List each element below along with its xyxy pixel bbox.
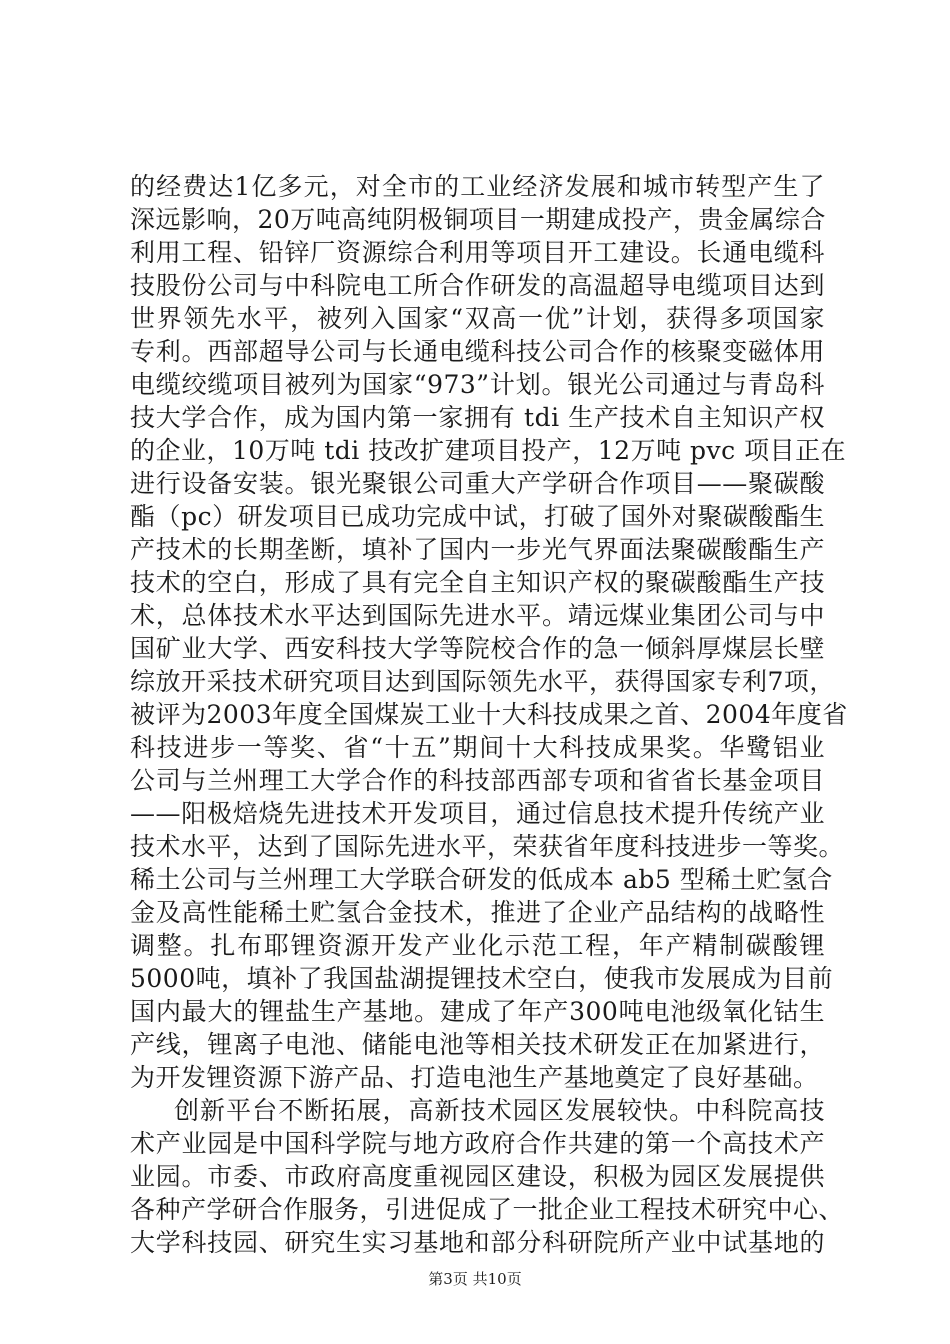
text-line: 国内最大的锂盐生产基地。建成了年产300吨电池级氧化钴生 bbox=[130, 997, 825, 1026]
text-line: 技术水平，达到了国际先进水平，荣获省年度科技进步一等奖。 bbox=[130, 832, 845, 861]
text-line: 稀土公司与兰州理工大学联合研发的低成本 ab5 型稀土贮氢合 bbox=[130, 865, 833, 894]
text-line: 为开发锂资源下游产品、打造电池生产基地奠定了良好基础。 bbox=[130, 1063, 819, 1092]
text-line: 大学科技园、研究生实习基地和部分科研院所产业中试基地的 bbox=[130, 1228, 825, 1257]
text-line: 各种产学研合作服务，引进促成了一批企业工程技术研究中心、 bbox=[130, 1195, 845, 1224]
text-line: 专利。西部超导公司与长通电缆科技公司合作的核聚变磁体用 bbox=[130, 337, 825, 366]
document-body bbox=[130, 170, 848, 1259]
text-line: 深远影响，20万吨高纯阴极铜项目一期建成投产，贵金属综合 bbox=[130, 205, 826, 234]
paragraph-2 bbox=[130, 1094, 845, 1259]
text-line: 综放开采技术研究项目达到国际领先水平，获得国家专利7项， bbox=[130, 667, 835, 696]
text-line: 金及高性能稀土贮氢合金技术，推进了企业产品结构的战略性 bbox=[130, 898, 825, 927]
text-line: 被评为2003年度全国煤炭工业十大科技成果之首、2004年度省 bbox=[130, 700, 848, 729]
text-line: 调整。扎布耶锂资源开发产业化示范工程，年产精制碳酸锂 bbox=[130, 931, 825, 960]
page-number-footer: 第3页 共10页 bbox=[428, 1270, 522, 1288]
text-line: 技股份公司与中科院电工所合作研发的高温超导电缆项目达到 bbox=[130, 271, 825, 300]
text-line: 进行设备安装。银光聚银公司重大产学研合作项目——聚碳酸 bbox=[130, 469, 825, 498]
text-line: ——阳极焙烧先进技术开发项目，通过信息技术提升传统产业 bbox=[130, 799, 825, 828]
text-line: 技大学合作，成为国内第一家拥有 tdi 生产技术自主知识产权 bbox=[130, 403, 825, 432]
text-line: 利用工程、铅锌厂资源综合利用等项目开工建设。长通电缆科 bbox=[130, 238, 825, 267]
text-line: 创新平台不断拓展，高新技术园区发展较快。中科院高技 bbox=[174, 1096, 825, 1125]
text-line: 公司与兰州理工大学合作的科技部西部专项和省省长基金项目 bbox=[130, 766, 825, 795]
text-line: 术产业园是中国科学院与地方政府合作共建的第一个高技术产 bbox=[130, 1129, 825, 1158]
text-line: 术，总体技术水平达到国际先进水平。靖远煤业集团公司与中 bbox=[130, 601, 825, 630]
text-line: 产技术的长期垄断，填补了国内一步光气界面法聚碳酸酯生产 bbox=[130, 535, 825, 564]
text-line: 技术的空白，形成了具有完全自主知识产权的聚碳酸酯生产技 bbox=[130, 568, 825, 597]
text-line: 世界领先水平，被列入国家“双高一优”计划，获得多项国家 bbox=[130, 304, 825, 333]
paragraph-1 bbox=[130, 170, 848, 1094]
text-line: 业园。市委、市政府高度重视园区建设，积极为园区发展提供 bbox=[130, 1162, 825, 1191]
text-line: 5000吨，填补了我国盐湖提锂技术空白，使我市发展成为目前 bbox=[130, 964, 834, 993]
text-line: 的经费达1亿多元，对全市的工业经济发展和城市转型产生了 bbox=[130, 172, 825, 201]
text-line: 酯（pc）研发项目已成功完成中试，打破了国外对聚碳酸酯生 bbox=[130, 502, 825, 531]
text-line: 产线，锂离子电池、储能电池等相关技术研发正在加紧进行， bbox=[130, 1030, 825, 1059]
text-line: 的企业，10万吨 tdi 技改扩建项目投产，12万吨 pvc 项目正在 bbox=[130, 436, 847, 465]
text-line: 科技进步一等奖、省“十五”期间十大科技成果奖。华鹭铝业 bbox=[130, 733, 825, 762]
text-line: 国矿业大学、西安科技大学等院校合作的急一倾斜厚煤层长壁 bbox=[130, 634, 825, 663]
text-line: 电缆绞缆项目被列为国家“973”计划。银光公司通过与青岛科 bbox=[130, 370, 825, 399]
